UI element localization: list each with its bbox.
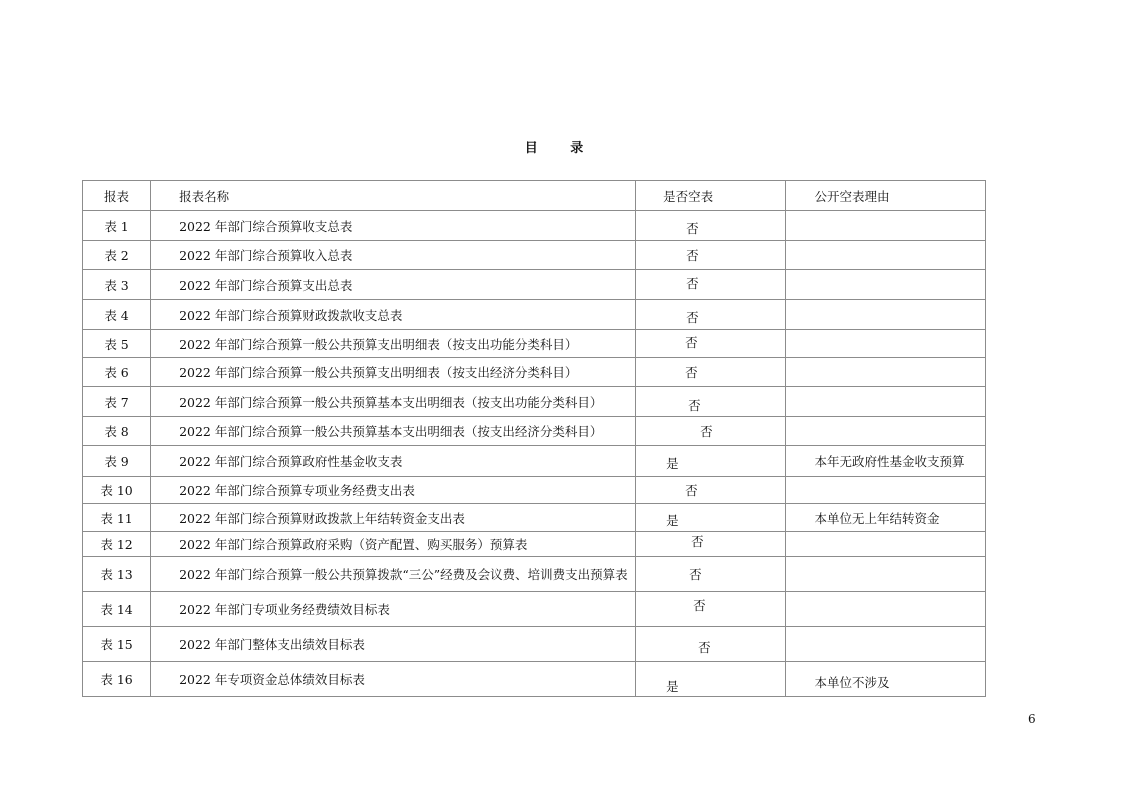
row-number: 表 11: [83, 504, 151, 532]
row-empty-flag: [636, 446, 786, 477]
row-number: 表 12: [83, 532, 151, 557]
table-row: [83, 387, 986, 417]
row-number: 表 3: [83, 270, 151, 300]
row-empty-value: 否: [685, 365, 698, 380]
row-empty-value: 否: [693, 598, 706, 613]
header-cell: 报表名称: [151, 181, 636, 211]
row-name: 2022 年部门综合预算收支总表: [151, 211, 636, 241]
table-row: [83, 477, 986, 504]
row-empty-flag: [636, 557, 786, 592]
header-cell: 是否空表: [636, 181, 786, 211]
row-empty-flag: [636, 662, 786, 697]
row-number: 表 8: [83, 417, 151, 446]
row-empty-flag: [636, 330, 786, 358]
row-reason: [786, 241, 986, 270]
row-number: 表 14: [83, 592, 151, 627]
row-reason: [786, 627, 986, 662]
table-row: [83, 300, 986, 330]
table-row: [83, 270, 986, 300]
header-cell: 报表: [83, 181, 151, 211]
row-empty-flag: [636, 387, 786, 417]
table-row: [83, 241, 986, 270]
row-reason: [786, 662, 986, 697]
row-number: 表 7: [83, 387, 151, 417]
row-empty-flag: [636, 532, 786, 557]
row-reason: [786, 477, 986, 504]
row-number: 表 16: [83, 662, 151, 697]
row-number: 表 13: [83, 557, 151, 592]
table-row: [83, 417, 986, 446]
row-number: 表 2: [83, 241, 151, 270]
row-reason: [786, 330, 986, 358]
row-name: 2022 年部门专项业务经费绩效目标表: [151, 592, 636, 627]
row-empty-value: 否: [688, 397, 701, 413]
row-empty-value: 否: [689, 567, 702, 582]
table-row: [83, 627, 986, 662]
row-empty-value: 否: [685, 483, 698, 498]
row-name: 2022 年部门综合预算支出总表: [151, 270, 636, 300]
row-reason-text: 本单位不涉及: [814, 675, 890, 690]
row-empty-flag: [636, 417, 786, 446]
row-reason: [786, 592, 986, 627]
row-empty-value: 否: [686, 248, 699, 263]
row-reason: [786, 211, 986, 241]
table-row: [83, 557, 986, 592]
row-empty-flag: [636, 477, 786, 504]
table-row: [83, 446, 986, 477]
row-empty-flag: [636, 592, 786, 627]
row-name: 2022 年部门综合预算一般公共预算基本支出明细表（按支出经济分类科目）: [151, 417, 636, 446]
row-empty-value: 否: [691, 534, 704, 549]
table-row: [83, 504, 986, 532]
row-empty-value: 否: [700, 424, 713, 439]
table-row: [83, 592, 986, 627]
row-name: 2022 年部门综合预算一般公共预算基本支出明细表（按支出功能分类科目）: [151, 387, 636, 417]
table-row: [83, 358, 986, 387]
row-empty-flag: [636, 211, 786, 241]
row-reason: [786, 417, 986, 446]
row-name: 2022 年专项资金总体绩效目标表: [151, 662, 636, 697]
row-empty-value: 是: [666, 679, 679, 694]
row-empty-value: 是: [666, 512, 679, 528]
row-name: 2022 年部门综合预算一般公共预算拨款“三公”经费及会议费、培训费支出预算表: [151, 557, 636, 592]
row-reason: [786, 557, 986, 592]
header-cell: 公开空表理由: [786, 181, 986, 211]
page-title: 目 录: [524, 141, 598, 156]
row-name: 2022 年部门综合预算专项业务经费支出表: [151, 477, 636, 504]
table-row: [83, 211, 986, 241]
row-empty-flag: [636, 270, 786, 300]
table-row: [83, 662, 986, 697]
row-reason: [786, 270, 986, 300]
row-number: 表 1: [83, 211, 151, 241]
row-number: 表 6: [83, 358, 151, 387]
row-name: 2022 年部门综合预算一般公共预算支出明细表（按支出功能分类科目）: [151, 330, 636, 358]
row-name: 2022 年部门综合预算财政拨款上年结转资金支出表: [151, 504, 636, 532]
row-reason: [786, 300, 986, 330]
row-empty-value: 否: [686, 275, 699, 291]
row-name: 2022 年部门综合预算一般公共预算支出明细表（按支出经济分类科目）: [151, 358, 636, 387]
row-empty-flag: [636, 504, 786, 532]
table-row: [83, 532, 986, 557]
row-name: 2022 年部门综合预算政府性基金收支表: [151, 446, 636, 477]
page-number: 6: [1028, 712, 1036, 726]
row-empty-flag: [636, 627, 786, 662]
row-name: 2022 年部门整体支出绩效目标表: [151, 627, 636, 662]
row-name: 2022 年部门综合预算财政拨款收支总表: [151, 300, 636, 330]
row-name: 2022 年部门综合预算政府采购（资产配置、购买服务）预算表: [151, 532, 636, 557]
row-reason: [786, 532, 986, 557]
row-number: 表 5: [83, 330, 151, 358]
table-header-row: [83, 181, 986, 211]
row-empty-value: 否: [685, 334, 698, 350]
row-empty-value: 是: [666, 456, 679, 471]
row-number: 表 9: [83, 446, 151, 477]
row-empty-flag: [636, 241, 786, 270]
row-reason: 本单位无上年结转资金: [786, 504, 986, 532]
catalog-table: [82, 180, 986, 697]
row-empty-flag: [636, 358, 786, 387]
row-name: 2022 年部门综合预算收入总表: [151, 241, 636, 270]
row-reason: [786, 358, 986, 387]
row-reason: 本年无政府性基金收支预算: [786, 446, 986, 477]
table-row: [83, 330, 986, 358]
row-empty-value: 否: [698, 640, 711, 655]
row-number: 表 15: [83, 627, 151, 662]
row-empty-value: 否: [686, 220, 699, 236]
row-empty-flag: [636, 300, 786, 330]
row-number: 表 10: [83, 477, 151, 504]
row-number: 表 4: [83, 300, 151, 330]
row-empty-value: 否: [686, 309, 699, 325]
row-reason: [786, 387, 986, 417]
